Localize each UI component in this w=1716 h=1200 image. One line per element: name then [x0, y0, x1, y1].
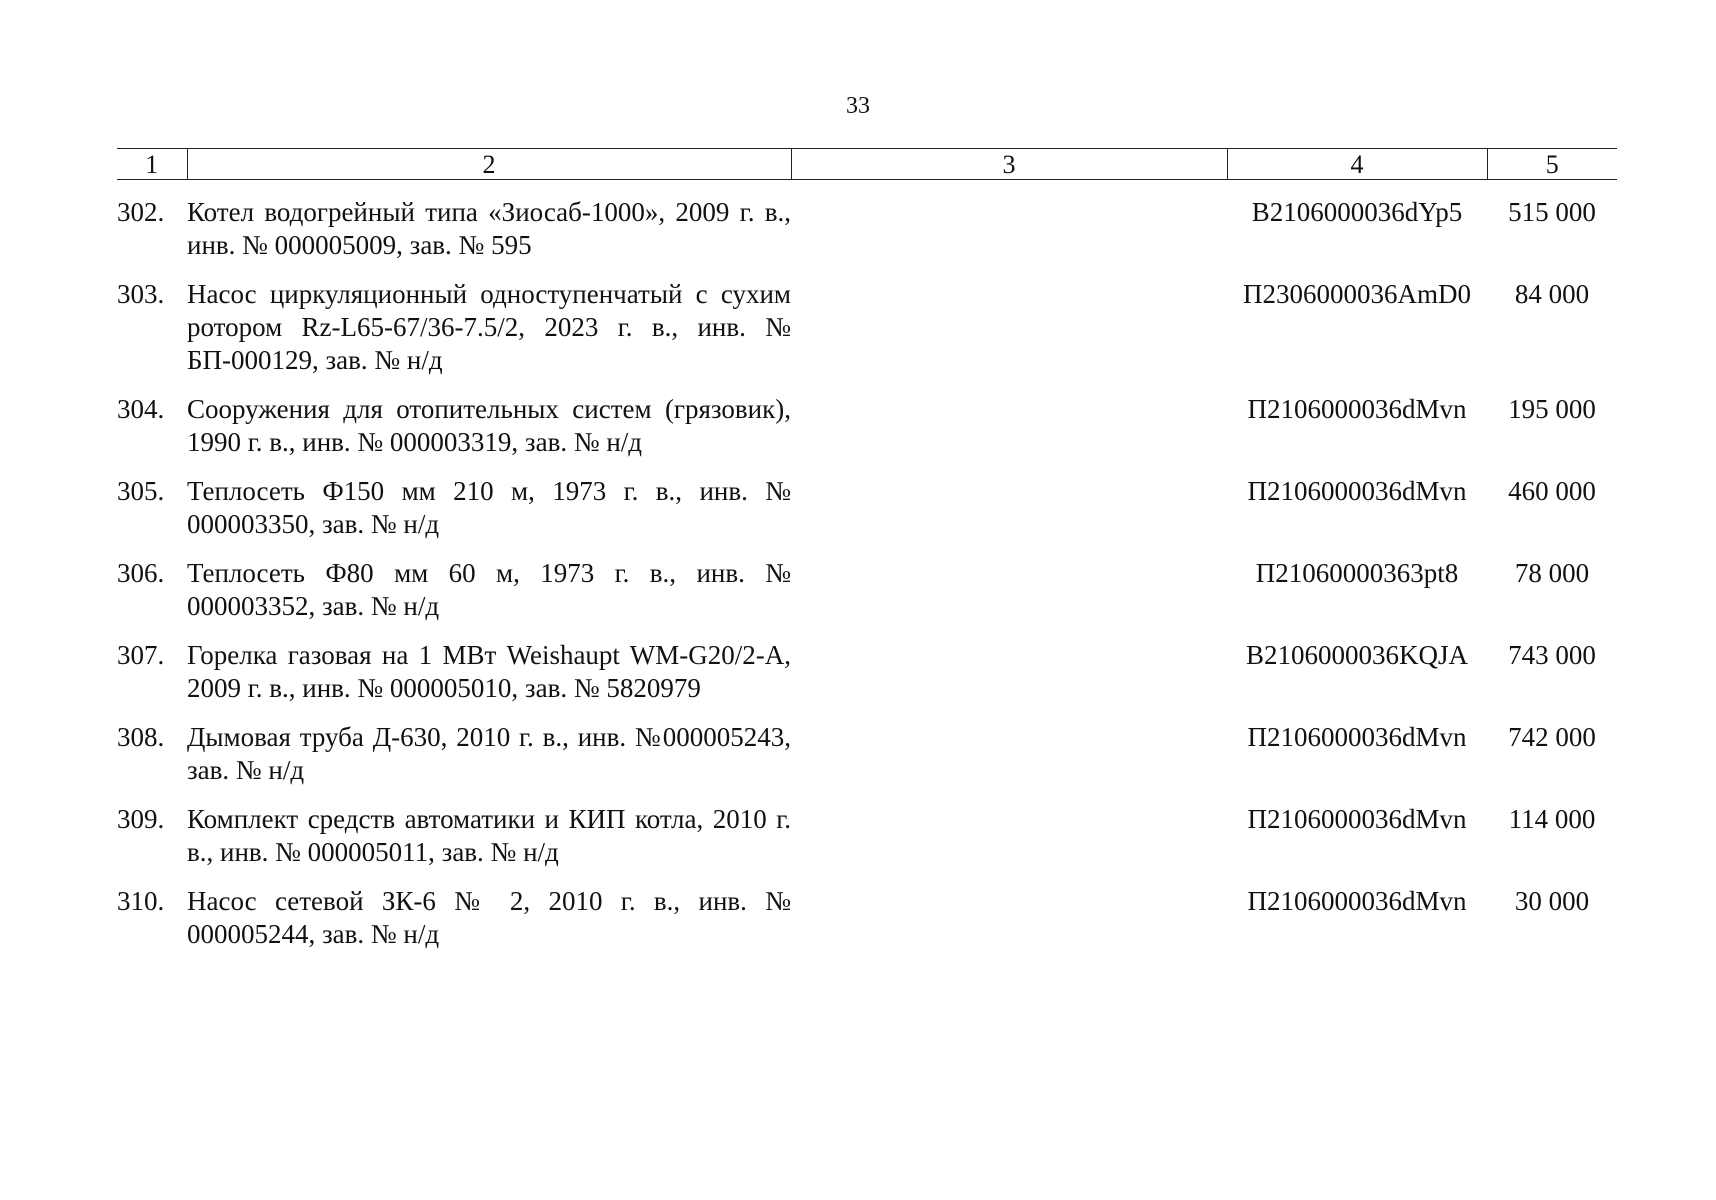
column-3-cell — [791, 803, 1227, 869]
code-cell: П2106000036dMvn — [1247, 804, 1467, 834]
row-number-cell: 308. — [117, 722, 165, 752]
column-3-cell — [791, 639, 1227, 705]
code-cell: П2106000036dMvn — [1247, 394, 1467, 424]
row-number-cell: 307. — [117, 640, 165, 670]
table-row — [117, 393, 1617, 459]
code-cell: В2106000036KQJA — [1245, 640, 1468, 670]
description-cell: Сооружения для отопительных систем (грязовик), 1990 г. в., инв. № 000003319, зав. № н/д — [187, 394, 791, 457]
value-cell: 515 000 — [1508, 197, 1596, 227]
column-header-2: 2 — [187, 149, 791, 180]
description-cell: Горелка газовая на 1 МВт Weishaupt WM-G20/2-A, 2009 г. в., инв. № 000005010, зав. № 5820979 — [187, 640, 791, 703]
page-number: 33 — [846, 93, 870, 119]
description-cell: Котел водогрейный типа «Зиосаб-1000», 2009 г. в., инв. № 000005009, зав. № 595 — [187, 197, 791, 260]
row-number-cell: 304. — [117, 394, 165, 424]
row-number-cell: 306. — [117, 558, 165, 588]
row-spacer-cell — [117, 541, 1617, 557]
column-3-cell — [791, 557, 1227, 623]
table-row — [117, 803, 1617, 869]
row-number-cell: 302. — [117, 197, 165, 227]
value-cell: 743 000 — [1508, 640, 1596, 670]
description-cell: Теплосеть Ф80 мм 60 м, 1973 г. в., инв. № 000003352, зав. № н/д — [187, 558, 791, 621]
value-cell: 114 000 — [1508, 804, 1596, 834]
row-spacer-cell — [117, 262, 1617, 278]
header-row — [117, 149, 1617, 180]
row-spacer — [117, 459, 1617, 475]
row-spacer — [117, 541, 1617, 557]
table-row — [117, 885, 1617, 951]
value-cell: 195 000 — [1508, 394, 1596, 424]
column-3-cell — [791, 393, 1227, 459]
description-cell: Насос циркуляционный одноступенчатый с сухим ротором Rz-L65-67/36-7.5/2, 2023 г. в., инв. № БП-000129, зав. № н/д — [187, 279, 791, 375]
table-row — [117, 475, 1617, 541]
value-cell: 742 000 — [1508, 722, 1596, 752]
row-number-cell: 309. — [117, 804, 165, 834]
column-3-cell — [791, 278, 1227, 377]
row-spacer-cell — [117, 377, 1617, 393]
table-row — [117, 721, 1617, 787]
description-cell: Насос сетевой ЗК-6 № 2, 2010 г. в., инв. № 000005244, зав. № н/д — [187, 886, 791, 949]
table-row — [117, 639, 1617, 705]
description-cell: Теплосеть Ф150 мм 210 м, 1973 г. в., инв. № 000003350, зав. № н/д — [187, 476, 791, 539]
value-cell: 460 000 — [1508, 476, 1596, 506]
column-3-cell — [791, 475, 1227, 541]
value-cell: 78 000 — [1514, 558, 1590, 588]
value-cell: 30 000 — [1514, 886, 1590, 916]
row-spacer — [117, 869, 1617, 885]
row-spacer — [117, 262, 1617, 278]
row-number-cell: 305. — [117, 476, 165, 506]
table-header — [117, 149, 1617, 180]
table-row — [117, 557, 1617, 623]
table-body — [117, 180, 1617, 952]
value-cell: 84 000 — [1514, 279, 1590, 309]
row-spacer-cell — [117, 459, 1617, 475]
row-spacer — [117, 623, 1617, 639]
description-cell: Дымовая труба Д-630, 2010 г. в., инв. №000005243, зав. № н/д — [187, 722, 791, 785]
table-row — [117, 278, 1617, 377]
code-cell: П2106000036dMvn — [1247, 476, 1467, 506]
row-spacer — [117, 705, 1617, 721]
code-cell: П21060000363pt8 — [1255, 558, 1459, 588]
property-registry-table — [117, 148, 1617, 951]
row-spacer-cell — [117, 705, 1617, 721]
code-cell: П2106000036dMvn — [1247, 722, 1467, 752]
table-row — [117, 180, 1617, 263]
row-number-cell: 310. — [117, 886, 165, 916]
row-spacer-cell — [117, 623, 1617, 639]
column-3-cell — [791, 885, 1227, 951]
column-header-1: 1 — [117, 149, 187, 180]
row-spacer-cell — [117, 787, 1617, 803]
code-cell: П2306000036AmD0 — [1243, 279, 1471, 309]
column-header-4: 4 — [1227, 149, 1487, 180]
column-3-cell — [791, 721, 1227, 787]
column-header-5: 5 — [1487, 149, 1617, 180]
column-header-3: 3 — [791, 149, 1227, 180]
row-spacer — [117, 377, 1617, 393]
row-spacer — [117, 787, 1617, 803]
row-number-cell: 303. — [117, 279, 165, 309]
code-cell: П2106000036dMvn — [1247, 886, 1467, 916]
row-spacer-cell — [117, 869, 1617, 885]
column-3-cell — [791, 180, 1227, 263]
description-cell: Комплект средств автоматики и КИП котла, 2010 г. в., инв. № 000005011, зав. № н/д — [187, 804, 791, 867]
code-cell: В2106000036dYp5 — [1251, 197, 1463, 227]
